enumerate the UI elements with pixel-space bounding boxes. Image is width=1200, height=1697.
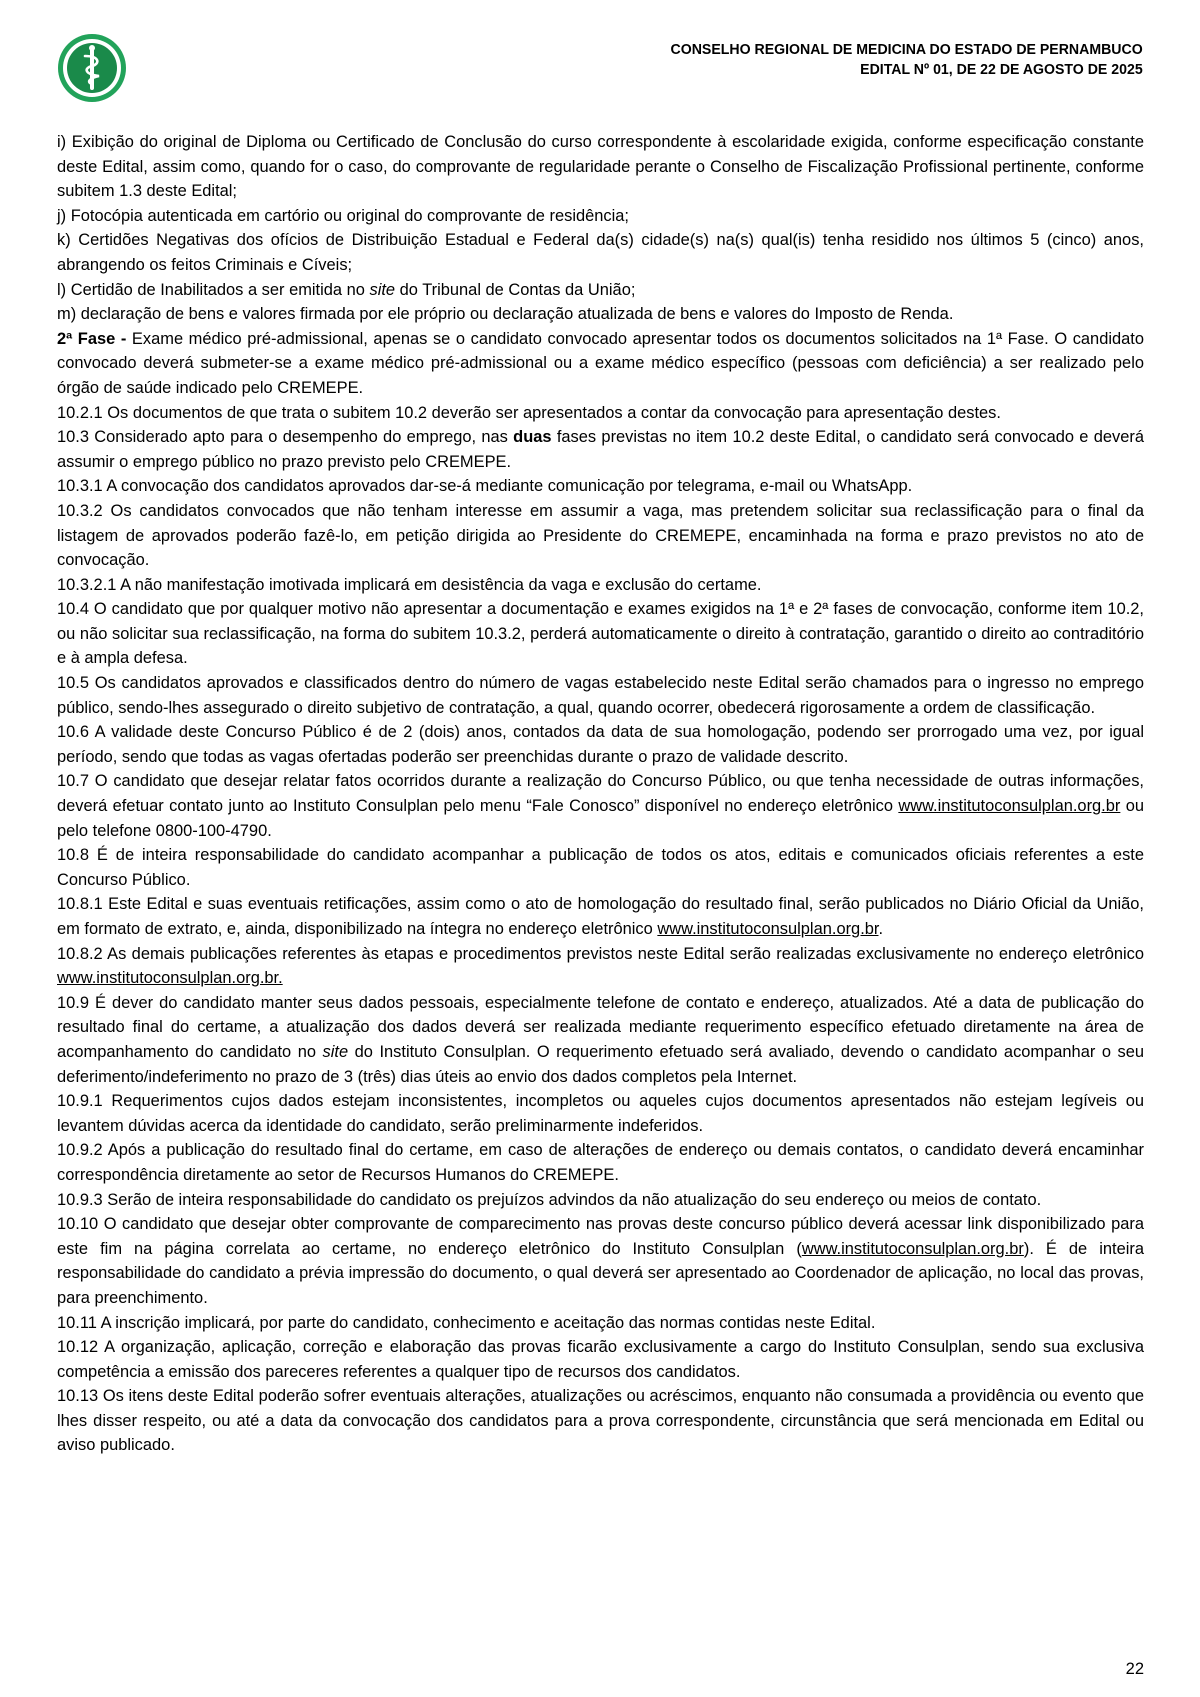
text-run: 10.3 Considerado apto para o desempenho do emprego, nas xyxy=(57,428,514,447)
paragraph-10-9-1: 10.9.1 Requerimentos cujos dados estejam inconsistentes, incompletos ou aqueles cujos documentos apresentados não estejam legíveis ou levantem dúvidas acerca da identidade do candidato, serão preliminarmente indeferidos. xyxy=(57,1092,1144,1135)
text-run: fases previstas no item 10.2 deste Edital, o candidato será convocado e deverá assumir o emprego público no prazo previsto pelo CREMEPE. xyxy=(57,428,1144,471)
text-run: do Tribunal de Contas da União; xyxy=(395,280,636,299)
document-body xyxy=(57,130,1144,1458)
paragraph-m: m) declaração de bens e valores firmada por ele próprio ou declaração atualizada de bens e valores do Imposto de Renda. xyxy=(57,305,954,324)
fase2-label: 2ª Fase - xyxy=(57,329,127,348)
italic-site: site xyxy=(322,1042,349,1061)
paragraph-j: j) Fotocópia autenticada em cartório ou original do comprovante de residência; xyxy=(57,206,629,225)
paragraph-10-12: 10.12 A organização, aplicação, correção e elaboração das provas ficarão exclusivamente a cargo do Instituto Consulplan, sendo sua exclusiva competência a emissão dos pareceres referentes a qualquer tipo de recursos dos candidatos. xyxy=(57,1338,1144,1381)
text-run: ). É de inteira responsabilidade do candidato a prévia impressão do documento, o qual deverá ser apresentado ao Coordenador de aplicação, no local das provas, para preenchimento. xyxy=(57,1239,1144,1307)
paragraph-10-9-2: 10.9.2 Após a publicação do resultado final do certame, em caso de alterações de endereço ou demais contatos, o candidato deverá encaminhar correspondência diretamente ao setor de Recursos Humanos do CREMEPE. xyxy=(57,1141,1144,1184)
consulplan-link[interactable]: www.institutoconsulplan.org.br xyxy=(801,1239,1024,1258)
paragraph-fase2 xyxy=(57,327,1144,401)
paragraph-10-13: 10.13 Os itens deste Edital poderão sofrer eventuais alterações, atualizações ou acréscimos, enquanto não consumada a providência ou evento que lhes disser respeito, ou até a data da convocação dos candidatos para a prova correspondente, circunstância que será mencionada em Edital ou aviso publicado. xyxy=(57,1387,1144,1455)
paragraph-10-11: 10.11 A inscrição implicará, por parte do candidato, conhecimento e aceitação das normas contidas neste Edital. xyxy=(57,1313,876,1332)
paragraph-10-10 xyxy=(57,1212,1144,1310)
paragraph-k: k) Certidões Negativas dos ofícios de Distribuição Estadual e Federal da(s) cidade(s) na(s) qual(is) tenha residido nos últimos 5 (cinco) anos, abrangendo os feitos Criminais e Cíveis; xyxy=(57,231,1144,274)
consulplan-link[interactable]: www.institutoconsulplan.org.br. xyxy=(57,969,283,988)
consulplan-link[interactable]: www.institutoconsulplan.org.br xyxy=(898,797,1121,816)
text-run: . xyxy=(878,920,884,938)
paragraph-10-3-1: 10.3.1 A convocação dos candidatos aprovados dar-se-á mediante comunicação por telegrama, e-mail ou WhatsApp. xyxy=(57,477,913,496)
text-run: 10.8.1 Este Edital e suas eventuais retificações, assim como o ato de homologação do resultado final, serão publicados no Diário Oficial da União, em formato de extrato, e, ainda, disponibilizado na íntegra no endereço eletrônico xyxy=(57,895,1144,938)
text-run: 10.7 O candidato que desejar relatar fatos ocorridos durante a realização do Concurso Público, ou que tenha necessidade de outras informações, deverá efetuar contato junto ao Instituto Consulplan pelo menu “Fale Conosco” disponível no endereço eletrônico xyxy=(57,772,1144,816)
text-run: do Instituto Consulplan. O requerimento efetuado será avaliado, devendo o candidato acompanhar o seu deferimento/indeferimento no prazo de 3 (três) dias úteis ao envio dos dados completos pela Internet. xyxy=(57,1042,1144,1086)
text-run: 10.9 É dever do candidato manter seus dados pessoais, especialmente telefone de contato e endereço, atualizados. Até a data de publicação do resultado final do certame, a atualização dos dados deverá ser realizada mediante requerimento específico efetuado diretamente na área de acompanhamento do candidato no xyxy=(57,993,1144,1061)
org-name: CONSELHO REGIONAL DE MEDICINA DO ESTADO DE PERNAMBUCO xyxy=(670,41,1143,58)
paragraph-l xyxy=(57,278,1144,303)
paragraph-10-5: 10.5 Os candidatos aprovados e classificados dentro do número de vagas estabelecido neste Edital serão chamados para o ingresso no emprego público, sendo-lhes assegurado o direito subjetivo de contratação, a qual, quando ocorrer, obedecerá rigorosamente a ordem de classificação. xyxy=(57,674,1144,717)
paragraph-i: i) Exibição do original de Diploma ou Certificado de Conclusão do curso correspondente à escolaridade exigida, conforme especificação constante deste Edital, assim como, quando for o caso, do comprovante de regularidade perante o Conselho de Fiscalização Profissional pertinente, conforme subitem 1.3 deste Edital; xyxy=(57,133,1144,201)
paragraph-10-3-2: 10.3.2 Os candidatos convocados que não tenham interesse em assumir a vaga, mas pretendem solicitar sua reclassificação para o final da listagem de aprovados poderão fazê-lo, em petição dirigida ao Presidente do CREMEPE, encaminhada na forma e prazo previstos no ato de convocação. xyxy=(57,501,1144,570)
paragraph-10-4: 10.4 O candidato que por qualquer motivo não apresentar a documentação e exames exigidos na 1ª e 2ª fases de convocação, conforme item 10.2, ou não solicitar sua reclassificação, na forma do subitem 10.3.2, perderá automaticamente o direito à contratação, garantido o direito ao contraditório e à ampla defesa. xyxy=(57,600,1144,668)
page-number: 22 xyxy=(1125,1660,1144,1678)
text-run: l) Certidão de Inabilitados a ser emitida no xyxy=(57,280,370,299)
italic-site: site xyxy=(369,280,396,299)
text-run: Exame médico pré-admissional, apenas se o candidato convocado apresentar todos os documentos solicitados na 1ª Fase. O candidato convocado deverá submeter-se a exame médico pré-admissional ou a exame médico específico (pessoas com deficiência) a ser realizado pelo órgão de saúde indicado pelo CREMEPE. xyxy=(57,329,1144,397)
paragraph-10-9 xyxy=(57,991,1144,1089)
consulplan-link[interactable]: www.institutoconsulplan.org.br xyxy=(657,920,879,938)
edital-title: EDITAL Nº 01, DE 22 DE AGOSTO DE 2025 xyxy=(860,61,1143,78)
text-run: 10.10 O candidato que desejar obter comprovante de comparecimento nas provas deste concurso público deverá acessar link disponibilizado para este fim na página correlata ao certame, no endereço eletrônico do Instituto Consulplan ( xyxy=(57,1215,1144,1258)
text-run: ou pelo telefone 0800-100-4790. xyxy=(57,797,1145,840)
paragraph-10-2-1: 10.2.1 Os documentos de que trata o subitem 10.2 deverão ser apresentados a contar da convocação para apresentação destes. xyxy=(57,403,1001,422)
text-run: 10.8.2 As demais publicações referentes às etapas e procedimentos previstos neste Edital serão realizadas exclusivamente no endereço eletrônico xyxy=(57,944,1144,963)
paragraph-10-8-1 xyxy=(57,892,1144,941)
paragraph-10-8-2 xyxy=(57,942,1144,991)
document-header xyxy=(671,40,1143,80)
paragraph-10-7 xyxy=(57,769,1144,843)
paragraph-10-3 xyxy=(57,425,1144,474)
paragraph-10-6: 10.6 A validade deste Concurso Público é de 2 (dois) anos, contados da data de sua homologação, podendo ser prorrogado uma vez, por igual período, sendo que todas as vagas ofertadas poderão ser preenchidas durante o prazo de validade descrito. xyxy=(57,723,1144,766)
paragraph-10-9-3: 10.9.3 Serão de inteira responsabilidade do candidato os prejuízos advindos da não atualização do seu endereço ou meios de contato. xyxy=(57,1190,1042,1209)
cremepe-logo xyxy=(56,32,128,104)
bold-duas: duas xyxy=(513,428,552,447)
paragraph-10-3-2-1: 10.3.2.1 A não manifestação imotivada implicará em desistência da vaga e exclusão do certame. xyxy=(57,575,762,594)
paragraph-10-8: 10.8 É de inteira responsabilidade do candidato acompanhar a publicação de todos os atos, editais e comunicados oficiais referentes a este Concurso Público. xyxy=(57,846,1144,889)
